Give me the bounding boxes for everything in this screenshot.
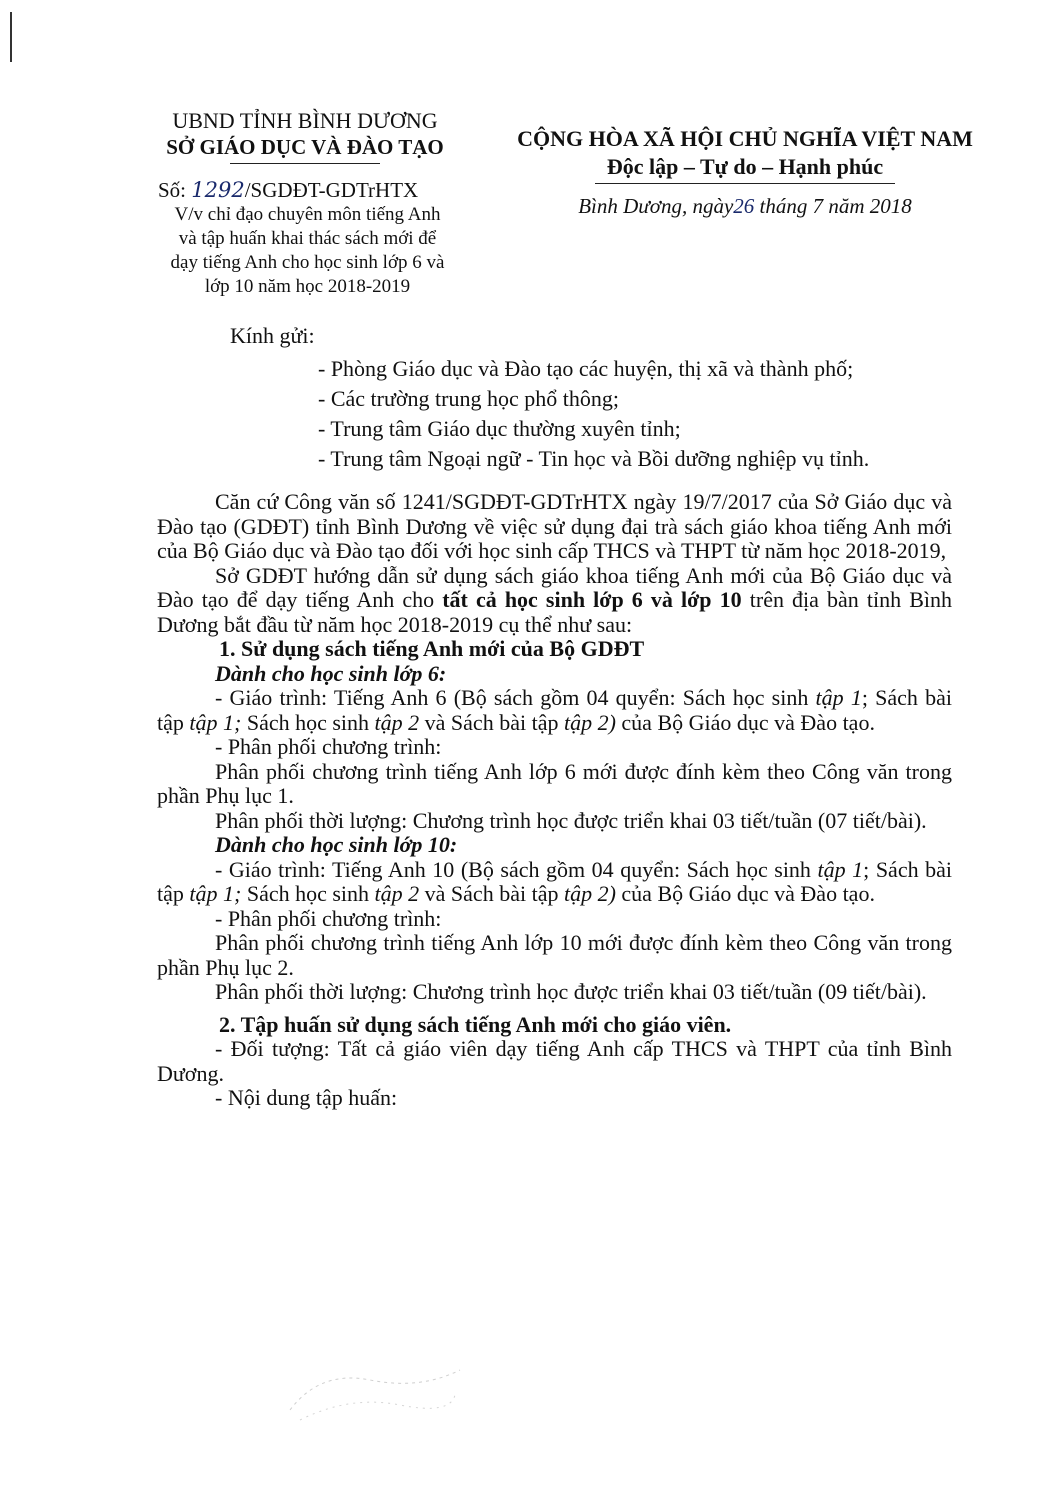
subject-line: dạy tiếng Anh cho học sinh lớp 6 và (170, 252, 445, 273)
guidance-text-b: trên địa bàn tỉnh Bình Dương bắt đầu từ năm học 2018-2019 cụ thể như sau: (157, 587, 953, 637)
paragraph-guidance (157, 564, 952, 638)
recipient-item: - Phòng Giáo dục và Đào tạo các huyện, thị xã và thành phố; (318, 356, 854, 381)
text-run-italic: tập 1; (189, 881, 242, 906)
grade-6-distribution-text: Phân phối chương trình tiếng Anh lớp 6 mới được đính kèm theo Công văn trong phần Phụ lục 1. (157, 758, 952, 808)
text-run: Sách học sinh (246, 881, 370, 906)
date-prefix: Bình Dương, ngày (578, 194, 734, 218)
text-run-italic: tập 2) (563, 881, 616, 906)
nation-title: CỘNG HÒA XÃ HỘI CHỦ NGHĨA VIỆT NAM (517, 126, 973, 151)
doc-no-handwritten: 1292 (191, 178, 245, 202)
grade-10-distribution-text: Phân phối chương trình tiếng Anh lớp 10 mới được đính kèm theo Công văn trong phần Phụ lục 2. (157, 930, 952, 980)
org-underline (230, 163, 380, 164)
date-day-handwritten: 26 (733, 194, 755, 218)
doc-no-suffix: /SGDĐT-GDTrHTX (244, 178, 419, 202)
recipient-item: - Trung tâm Ngoại ngữ - Tin học và Bồi dưỡng nghiệp vụ tỉnh. (318, 446, 870, 471)
grade-6-heading: Dành cho học sinh lớp 6: (215, 660, 447, 686)
text-run: của Bộ Giáo dục và Đào tạo. (621, 881, 875, 906)
faded-stamp-mark (280, 1350, 470, 1430)
grade-10-time-text: Phân phối thời lượng: Chương trình học được triển khai 03 tiết/tuần (09 tiết/bài). (215, 979, 927, 1004)
org-line-2: SỞ GIÁO DỤC VÀ ĐÀO TẠO (166, 135, 444, 159)
text-run-italic: tập 1 (817, 856, 864, 882)
issuing-authority (130, 108, 480, 164)
training-content-label: - Nội dung tập huấn: (215, 1085, 398, 1110)
text-run: ; Sách bài tập (157, 856, 952, 906)
grade-10-heading: Dành cho học sinh lớp 10: (215, 832, 458, 857)
doc-no-prefix: Số: (158, 178, 187, 202)
guidance-text-a: Sở GDĐT hướng dẫn sử dụng sách giáo khoa tiếng Anh mới của Bộ Giáo dục và Đào tạo để dạy tiếng Anh cho (157, 562, 952, 612)
text-run-italic: tập 1; (189, 709, 242, 735)
grade-6-distribution-label: - Phân phối chương trình: (215, 734, 442, 759)
date-suffix: tháng 7 năm 2018 (759, 194, 912, 218)
grade-6-time-text: Phân phối thời lượng: Chương trình học được triển khai 03 tiết/tuần (07 tiết/bài). (215, 807, 927, 833)
text-run-italic: tập 2) (563, 709, 616, 735)
motto-underline (595, 183, 895, 184)
section-2-heading: 2. Tập huấn sử dụng sách tiếng Anh mới cho giáo viên. (219, 1011, 732, 1037)
text-run: ; Sách bài tập (157, 685, 952, 735)
place-date (490, 194, 1000, 219)
training-target: - Đối tượng: Tất cả giáo viên dạy tiếng Anh cấp THCS và THPT của tỉnh Bình Dương. (157, 1036, 952, 1086)
text-run: và Sách bài tập (424, 709, 559, 735)
national-motto: Độc lập – Tự do – Hạnh phúc (606, 154, 884, 179)
text-run-italic: tập 1 (815, 685, 862, 710)
document-subject (140, 203, 475, 299)
text-run-italic: tập 2 (374, 881, 420, 906)
subject-line: lớp 10 năm học 2018-2019 (204, 276, 411, 297)
text-run: Sách học sinh (246, 709, 370, 735)
national-header (490, 125, 1000, 219)
recipients-list (318, 354, 869, 474)
subject-line: và tập huấn khai thác sách mới để (178, 228, 437, 249)
text-run: và Sách bài tập (424, 881, 559, 906)
grade-10-distribution-label: - Phân phối chương trình: (215, 905, 442, 931)
paragraph-legal-basis: Căn cứ Công văn số 1241/SGDĐT-GDTrHTX ngày 19/7/2017 của Sở Giáo dục và Đào tạo (GDĐT) tỉnh Bình Dương về việc sử dụng đại trà sách giáo khoa tiếng Anh mới của Bộ Giáo dục và Đào tạo đối với học sinh cấp THCS và THPT từ năm học 2018-2019, (157, 489, 952, 563)
org-line-1: UBND TỈNH BÌNH DƯƠNG (172, 108, 438, 133)
grade-6-textbook (157, 686, 952, 735)
recipient-item: - Trung tâm Giáo dục thường xuyên tỉnh; (318, 416, 681, 441)
recipients-label: Kính gửi: (230, 323, 315, 348)
document-number (158, 178, 418, 203)
guidance-emphasis: tất cả học sinh lớp 6 và lớp 10 (442, 587, 742, 612)
subject-line: V/v chỉ đạo chuyên môn tiếng Anh (174, 204, 441, 225)
text-run: - Giáo trình: Tiếng Anh 6 (Bộ sách gồm 04 quyển: Sách học sinh (215, 685, 809, 710)
section-1-heading: 1. Sử dụng sách tiếng Anh mới của Bộ GDĐT (219, 636, 645, 661)
document-body (157, 490, 952, 1111)
text-run: - Giáo trình: Tiếng Anh 10 (Bộ sách gồm 04 quyển: Sách học sinh (215, 856, 811, 882)
recipient-item: - Các trường trung học phổ thông; (318, 386, 619, 411)
text-run-italic: tập 2 (374, 709, 420, 735)
scan-edge-line (10, 12, 12, 62)
grade-10-textbook (157, 858, 952, 907)
text-run: của Bộ Giáo dục và Đào tạo. (621, 709, 875, 735)
